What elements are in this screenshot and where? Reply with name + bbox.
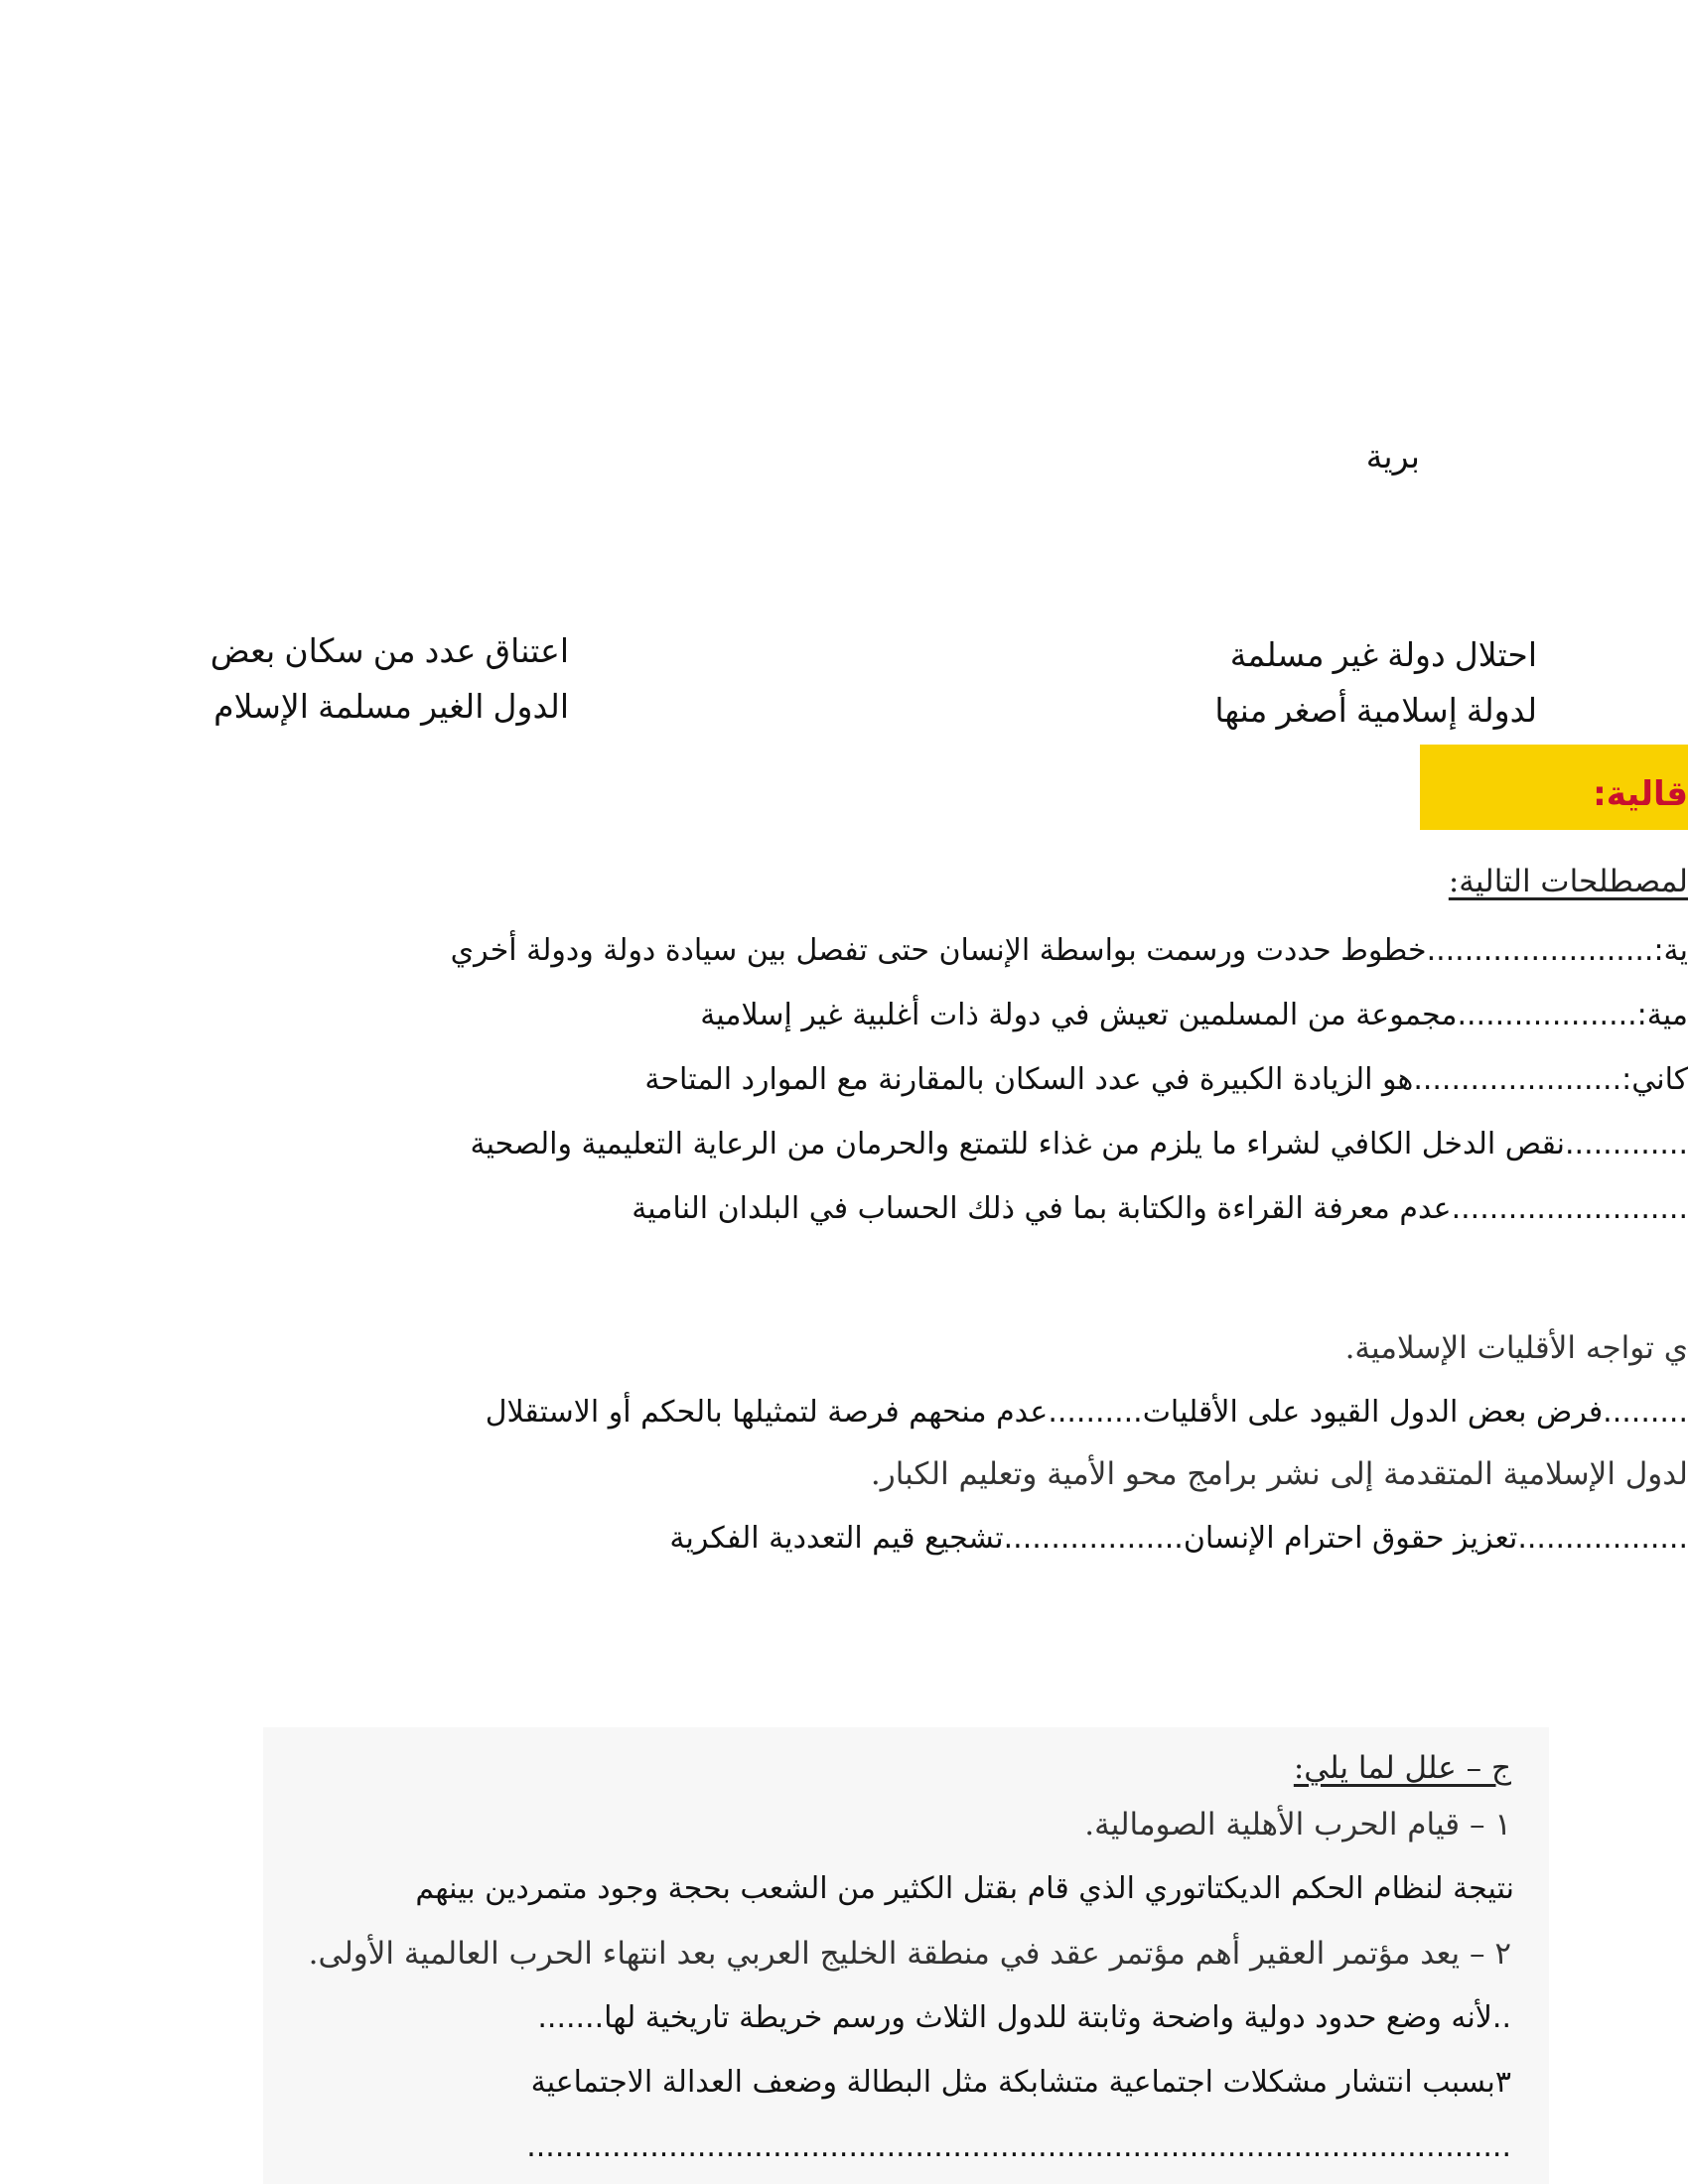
reason-a3: بسبب انتشار مشكلات اجتماعية متشابكة مثل البطالة وضعف العدالة الاجتماعية: [530, 2065, 1495, 2100]
term-dots: ...................: [1457, 998, 1637, 1032]
problems-answer-a: فرض بعض الدول القيود على الأقليات: [1142, 1395, 1604, 1430]
term-answer: خطوط حددت ورسمت بواسطة الإنسان حتى تفصل بين سيادة دولة ودولة أخري: [450, 933, 1427, 968]
problems-answer-c: تعزيز حقوق احترام الإنسان: [1183, 1521, 1518, 1556]
reason-a2: لأنه وضع حدود دولية واضحة وثابتة للدول الثلاث ورسم خريطة تاريخية لها: [604, 2000, 1492, 2035]
reason-q3-number: ٣: [1494, 2065, 1511, 2100]
term-dots: ........................: [1426, 933, 1654, 968]
top-word: برية: [1365, 438, 1420, 475]
term-row-4: [470, 1127, 1688, 1161]
term-row-1: [451, 933, 1688, 968]
reasons-heading: ج – علل لما يلي:: [1293, 1750, 1511, 1786]
reason-a3-row: [531, 2065, 1511, 2100]
problems-prompt: ي تواجه الأقليات الإسلامية.: [1344, 1330, 1688, 1366]
term-dots: .............: [1565, 1127, 1688, 1161]
term-dots: .........................: [1451, 1191, 1688, 1226]
reason-dots-line: ........................................................................................................: [526, 2129, 1511, 2164]
dots: ...................: [1003, 1521, 1184, 1556]
term-answer: عدم معرفة القراءة والكتابة بما في ذلك الحساب في البلدان النامية: [632, 1191, 1452, 1226]
term-row-3: [644, 1062, 1688, 1097]
terms-heading: لمصطلحات التالية:: [1448, 864, 1688, 899]
term-dots: ......................: [1413, 1062, 1622, 1097]
dots: ..: [1491, 2000, 1511, 2035]
problems-answer-row-2: [669, 1521, 1688, 1556]
term-answer: مجموعة من المسلمين تعيش في دولة ذات أغلبية غير إسلامية: [700, 998, 1458, 1032]
term-answer: نقص الدخل الكافي لشراء ما يلزم من غذاء للتمتع والحرمان من الرعاية التعليمية والصحية: [470, 1127, 1566, 1161]
dots: .........: [1603, 1395, 1688, 1430]
problems-answer-row: [486, 1395, 1688, 1430]
term-answer: هو الزيادة الكبيرة في عدد السكان بالمقارنة مع الموارد المتاحة: [644, 1062, 1414, 1097]
problems-answer-d: تشجيع قيم التعددية الفكرية: [669, 1521, 1004, 1556]
reason-q1: ١ – قيام الحرب الأهلية الصومالية.: [1084, 1807, 1511, 1843]
reason-q2: ٢ – يعد مؤتمر العقير أهم مؤتمر عقد في منطقة الخليج العربي بعد انتهاء الحرب العالمية الأولى.: [308, 1936, 1511, 1972]
answer-left-line1: اعتناق عدد من سكان بعض: [210, 632, 569, 669]
term-label: كاني:: [1621, 1062, 1688, 1097]
dots: .......: [537, 2000, 605, 2035]
reason-a2-row: [537, 2000, 1511, 2035]
problems-answer-b: عدم منحهم فرصة لتمثيلها بالحكم أو الاستقلال: [485, 1395, 1049, 1430]
term-row-2: [700, 998, 1688, 1032]
problems-prompt-2: لدول الإسلامية المتقدمة إلى نشر برامج محو الأمية وتعليم الكبار.: [870, 1456, 1688, 1492]
term-row-5: [632, 1191, 1688, 1226]
term-label: ية:: [1653, 933, 1688, 968]
reason-a1: نتيجة لنظام الحكم الديكتاتوري الذي قام بقتل الكثير من الشعب بحجة وجود متمردين بينهم: [415, 1871, 1514, 1906]
answer-right-line1: احتلال دولة غير مسلمة: [1229, 636, 1537, 673]
section-banner-title: قالية:: [1593, 774, 1688, 814]
answer-left-line2: الدول الغير مسلمة الإسلام: [213, 688, 569, 725]
term-label: مية:: [1636, 998, 1688, 1032]
dots: ..................: [1517, 1521, 1688, 1556]
answer-right-line2: لدولة إسلامية أصغر منها: [1214, 692, 1537, 729]
dots: ..........: [1048, 1395, 1143, 1430]
